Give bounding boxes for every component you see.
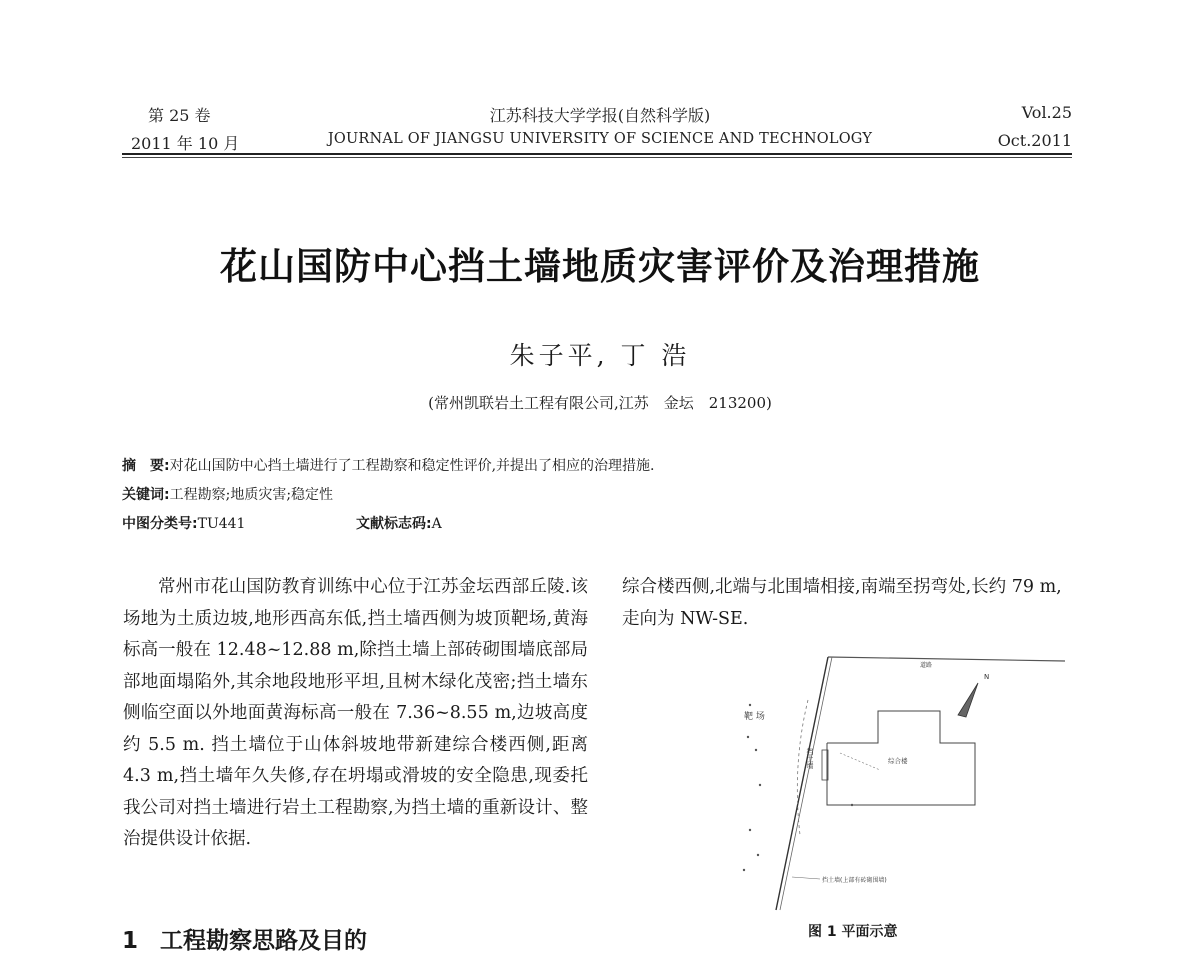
doc-code-value: A xyxy=(431,516,442,532)
section-1-title: 工程勘察思路及目的 xyxy=(160,928,368,954)
target-field-label: 靶 场 xyxy=(744,712,765,722)
header-rule-thin xyxy=(122,157,1072,158)
building-label: 综合楼 xyxy=(888,757,908,765)
header-vol-en: Vol.25 xyxy=(1021,103,1072,122)
retaining-wall-leader xyxy=(792,877,820,879)
wall-vertical-label: 挡土墙 xyxy=(806,748,814,769)
document-code xyxy=(356,513,442,533)
clc-value: TU441 xyxy=(197,516,246,532)
intro-paragraph-continued: 综合楼西侧,北端与北围墙相接,南端至拐弯处,长约 79 m,走向为 NW-SE. xyxy=(622,577,1062,629)
abstract xyxy=(122,455,655,475)
north-label: N xyxy=(984,673,990,681)
clc-number xyxy=(122,513,245,533)
header-journal-cn: 江苏科技大学学报(自然科学版) xyxy=(489,106,711,125)
body-left-column xyxy=(123,572,588,856)
road-label: 道路 xyxy=(920,662,933,669)
author-affiliation: (常州凯联岩土工程有限公司,江苏 金坛 213200) xyxy=(428,394,772,412)
clc-label: 中图分类号: xyxy=(122,516,198,532)
retaining-wall-line-b xyxy=(780,657,832,910)
header-rule-thick xyxy=(122,153,1072,155)
retaining-wall-label: 挡土墙(上部有砖砌围墙) xyxy=(822,877,887,884)
keywords-label: 关键词: xyxy=(122,487,170,503)
keywords xyxy=(122,484,333,504)
north-arrow-icon xyxy=(958,683,978,717)
header-date-cn: 2011 年 10 月 xyxy=(131,134,240,153)
header-date-en: Oct.2011 xyxy=(997,131,1072,150)
body-right-column xyxy=(622,572,1077,635)
figure-1-site-plan xyxy=(730,645,1070,915)
paper-title: 花山国防中心挡土墙地质灾害评价及治理措施 xyxy=(220,245,980,288)
section-1-heading xyxy=(122,922,367,955)
abstract-text: 对花山国防中心挡土墙进行了工程勘察和稳定性评价,并提出了相应的治理措施. xyxy=(169,458,655,474)
road-boundary-line xyxy=(828,657,1065,661)
header-volume: 第 25 卷 xyxy=(148,106,211,125)
keywords-text: 工程勘察;地质灾害;稳定性 xyxy=(169,487,334,503)
intro-paragraph: 常州市花山国防教育训练中心位于江苏金坛西部丘陵.该场地为土质边坡,地形西高东低,挡土墙西侧为坡顶靶场,黄海标高一般在 12.48~12.88 m,除挡土墙上部砖砌围墙底部局部地面塌陷外,其余地段地形平坦,且树木绿化茂密;挡土墙东侧临空面以外地面黄海标高一般在 7.36~8.55 m,边坡高度约 5.5 m. 挡土墙位于山体斜坡地带新建综合楼西侧,距离 4.3 m,挡土墙年久失修,存在坍塌或滑坡的安全隐患,现委托我公司对挡土墙进行岩土工程勘察,为挡土墙的重新设计、整治提供设计依据. xyxy=(123,577,588,849)
abstract-label: 摘 要: xyxy=(122,458,170,474)
header-journal-en: JOURNAL OF JIANGSU UNIVERSITY OF SCIENCE AND TECHNOLOGY xyxy=(327,131,873,147)
retaining-wall-line-a xyxy=(776,657,828,910)
survey-point-markers xyxy=(743,704,853,871)
section-1-number: 1 xyxy=(122,928,139,954)
paper-authors: 朱子平, 丁 浩 xyxy=(509,341,691,370)
building-hatch xyxy=(840,753,880,770)
figure-1-caption: 图 1 平面示意 xyxy=(808,924,898,940)
doc-code-label: 文献标志码: xyxy=(356,516,432,532)
